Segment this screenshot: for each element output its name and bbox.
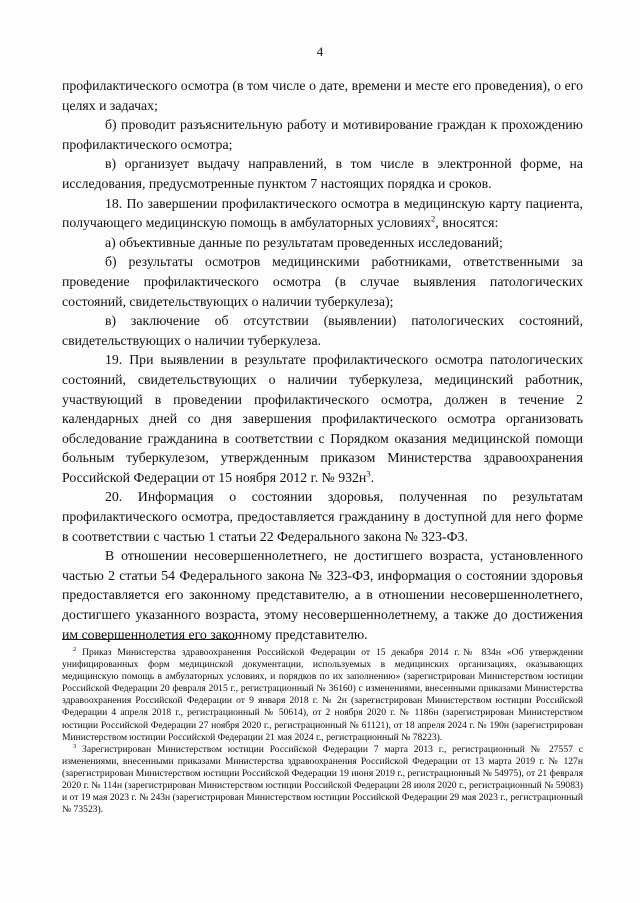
paragraph-item-b: б) проводит разъяснительную работу и мотивирование граждан к прохождению профилактического осмотра; [62, 117, 583, 152]
paragraph-18-item-v: в) заключение об отсутствии (выявлении) патологических состояний, свидетельствующих о наличии туберкулеза. [62, 313, 583, 348]
footnotes [62, 647, 583, 816]
footnote-ref-3[interactable]: 3 [366, 468, 371, 479]
paragraph-18-text: 18. По завершении профилактического осмотра в медицинскую карту пациента, получающего медицинскую помощь в амбулаторных условиях [62, 195, 583, 231]
footnote-3-text: Зарегистрирован Министерством юстиции Российской Федерации 7 марта 2013 г., регистрационный № 27557 с изменениями, внесенными приказами Министерства здравоохранения Российской Федерации от 13 марта 2019 г. № 127н (зарегистрирован Министерством юстиции Российской Федерации 19 июня 2019 г., регистрационный № 54975), от 21 февраля 2020 г. № 114н (зарегистрирован Министерством юстиции Российской Федерации 28 июля 2020 г., регистрационный № 59083) и от 19 мая 2023 г. № 243н (зарегистрирован Министерством юстиции Российской Федерации 29 мая 2023 г., регистрационный № 73523). [62, 743, 583, 816]
paragraph-18-item-b: б) результаты осмотров медицинскими работниками, ответственными за проведение профилактического осмотра (в случае выявления патологических состояний, свидетельствующих о наличии туберкулеза); [62, 254, 583, 309]
footnote-2-text: Приказ Министерства здравоохранения Российской Федерации от 15 декабря 2014 г.№ 834н «Об утверждении унифицированных форм медицинской документации, используемых в медицинских организациях, оказывающих медицинскую помощь в амбулаторных условиях, и порядков по их заполнению» (зарегистрирован Министерством юстиции Российской Федерации 20 февраля 2015 г., регистрационный № 36160) с изменениями, внесенными приказами Министерства здравоохранения Российской Федерации от 9 января 2018 г. № 2н (зарегистрирован Министерством юстиции Российской Федерации 4 апреля 2018 г., регистрационный № 50614), от 2 ноября 2020 г. № 1186н (зарегистрирован Министерством юстиции Российской Федерации 27 ноября 2020 г., регистрационный № 61121), от 18 апреля 2024 г. № 190н (зарегистрирован Министерством юстиции Российской Федерации 21 мая 2024 г., регистрационный № 78223). [62, 647, 583, 743]
footnote-3 [62, 744, 583, 817]
paragraph-continuation: профилактического осмотра (в том числе о дате, времени и месте его проведения), о его целях и задачах; [62, 78, 583, 113]
page-number: 4 [316, 44, 324, 59]
paragraph-19-tail: . [370, 469, 375, 485]
paragraph-19 [62, 350, 583, 487]
paragraph-18-tail: , вносятся: [435, 215, 499, 231]
body-text [62, 76, 583, 644]
paragraph-item-v: в) организует выдачу направлений, в том числе в электронной форме, на исследования, предусмотренные пунктом 7 настоящих порядка и сроков. [62, 156, 583, 191]
paragraph-20-minors: В отношении несовершеннолетнего, не достигшего возраста, установленного частью 2 статьи 54 Федерального закона № 323-ФЗ, информация о состоянии здоровья предоставляется его законному представителю, а в отношении несовершеннолетнего, достигшего указанного возраста, этому несовершеннолетнему, а также до достижения им совершеннолетия его законному представителю. [62, 548, 583, 642]
footnote-marker-3: 3 [73, 742, 77, 750]
footnote-2 [62, 647, 583, 744]
paragraph-18 [62, 194, 583, 233]
paragraph-18-item-a: а) объективные данные по результатам проведенных исследований; [105, 234, 503, 250]
footnote-ref-2[interactable]: 2 [431, 213, 436, 224]
paragraph-19-text: 19. При выявлении в результате профилактического осмотра патологических состояний, свидетельствующих о наличии туберкулеза, медицинский работник, участвующий в проведении профилактического осмотра, должен в течение 2 календарных дней со дня завершения профилактического осмотра организовать обследование гражданина в соответствии с Порядком оказания медицинской помощи больным туберкулезом, утвержденным приказом Министерства здравоохранения Российской Федерации от 15 ноября 2012 г. № 932н [62, 352, 583, 485]
paragraph-20: 20. Информация о состоянии здоровья, полученная по результатам профилактического осмотра, предоставляется гражданину в доступной для него форме в соответствии с частью 1 статьи 22 Федерального закона № 323-ФЗ. [62, 489, 583, 544]
footnote-marker-2: 2 [73, 645, 77, 653]
footnote-separator [62, 639, 236, 640]
